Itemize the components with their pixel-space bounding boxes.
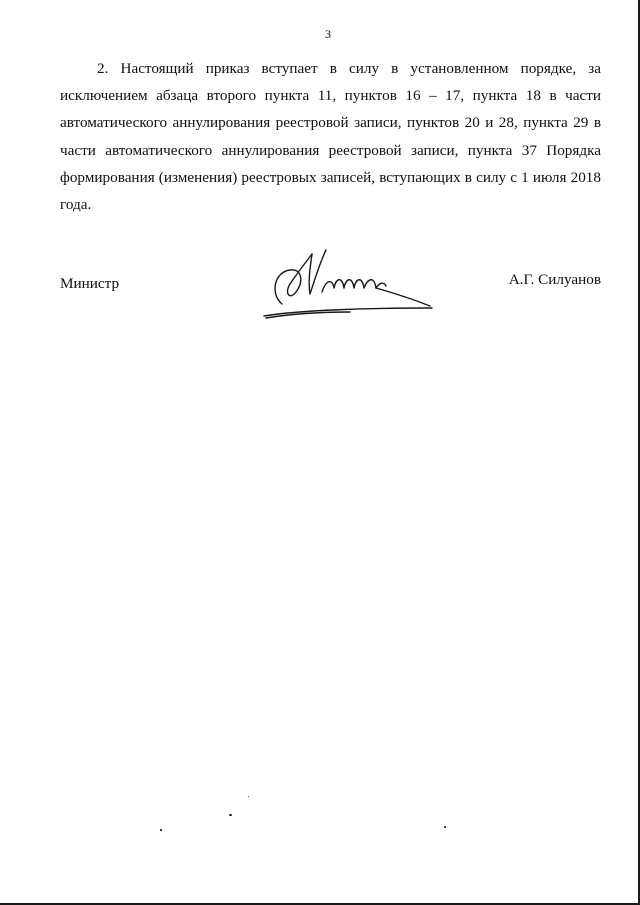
signature-block — [60, 264, 601, 324]
page-number: 3 — [325, 27, 331, 41]
scan-speck — [229, 814, 232, 816]
scan-speck — [160, 829, 162, 831]
signer-name: А.Г. Силуанов — [508, 271, 601, 288]
body-paragraph: 2. Настоящий приказ вступает в силу в установленном порядке, за исключением абзаца второго пункта 11, пунктов 16 – 17, пункта 18 в части автоматического аннулирования реестровой записи, пунктов 20 и 28, пункта 29 в части автоматического аннулирования реестровой записи, пункта 37 Порядка формирования (изменения) реестровых записей, вступающих в силу с 1 июля 2018 года. — [60, 60, 601, 214]
scan-speck — [444, 826, 446, 828]
scan-speck — [248, 796, 249, 797]
handwritten-signature — [260, 232, 440, 322]
signer-position: Министр — [60, 275, 120, 292]
